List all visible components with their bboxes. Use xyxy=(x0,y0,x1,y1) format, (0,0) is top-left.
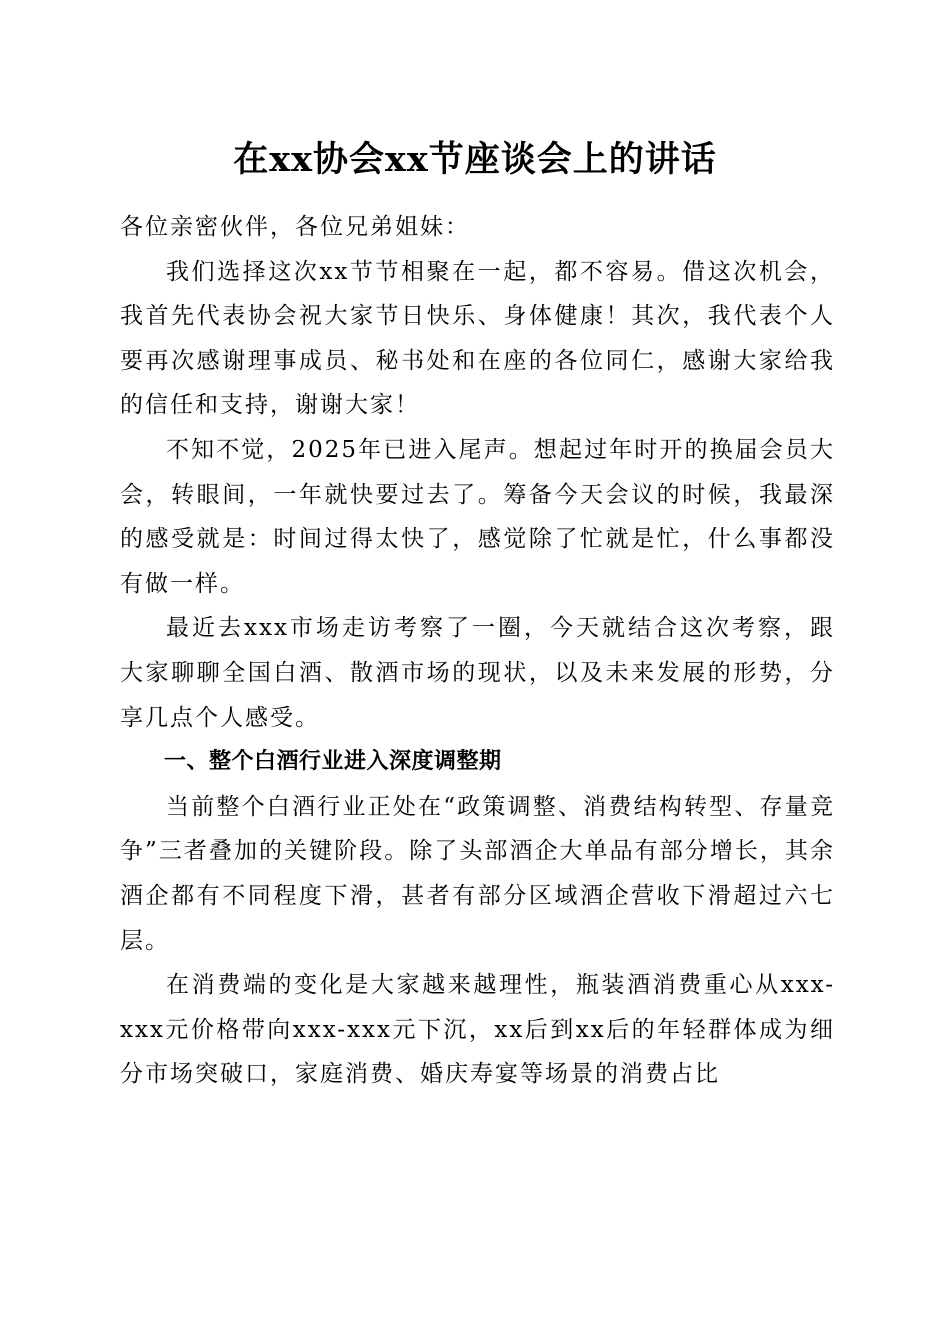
paragraph-industry-stage: 当前整个白酒行业正处在“政策调整、消费结构转型、存量竞争”三者叠加的关键阶段。除了头部酒企大单品有部分增长，其余酒企都有不同程度下滑，甚者有部分区域酒企营收下滑超过六七层。 xyxy=(120,793,835,954)
paragraph-greeting: 我们选择这次xx节节相聚在一起，都不容易。借这次机会，我首先代表协会祝大家节日快乐、身体健康！其次，我代表个人要再次感谢理事成员、秘书处和在座的各位同仁，感谢大家给我的信任和支持，谢谢大家！ xyxy=(120,258,835,419)
page-title: 在xx协会xx节座谈会上的讲话 xyxy=(233,139,717,180)
paragraph-consumption-change: 在消费端的变化是大家越来越理性，瓶装酒消费重心从xxx-xxx元价格带向xxx-xxx元下沉，xx后到xx后的年轻群体成为细分市场突破口，家庭消费、婚庆寿宴等场景的消费占比 xyxy=(120,972,835,1088)
paragraph-year-review: 不知不觉，2025年已进入尾声。想起过年时开的换届会员大会，转眼间，一年就快要过去了。筹备今天会议的时候，我最深的感受就是：时间过得太快了，感觉除了忙就是忙，什么事都没有做一样。 xyxy=(120,436,835,597)
salutation: 各位亲密伙伴，各位兄弟姐妹： xyxy=(120,214,470,240)
section-heading: 一、整个白酒行业进入深度调整期 xyxy=(164,749,502,775)
document-body xyxy=(120,205,835,1097)
paragraph-market-visit: 最近去xxx市场走访考察了一圈，今天就结合这次考察，跟大家聊聊全国白酒、散酒市场的现状，以及未来发展的形势，分享几点个人感受。 xyxy=(120,615,835,731)
